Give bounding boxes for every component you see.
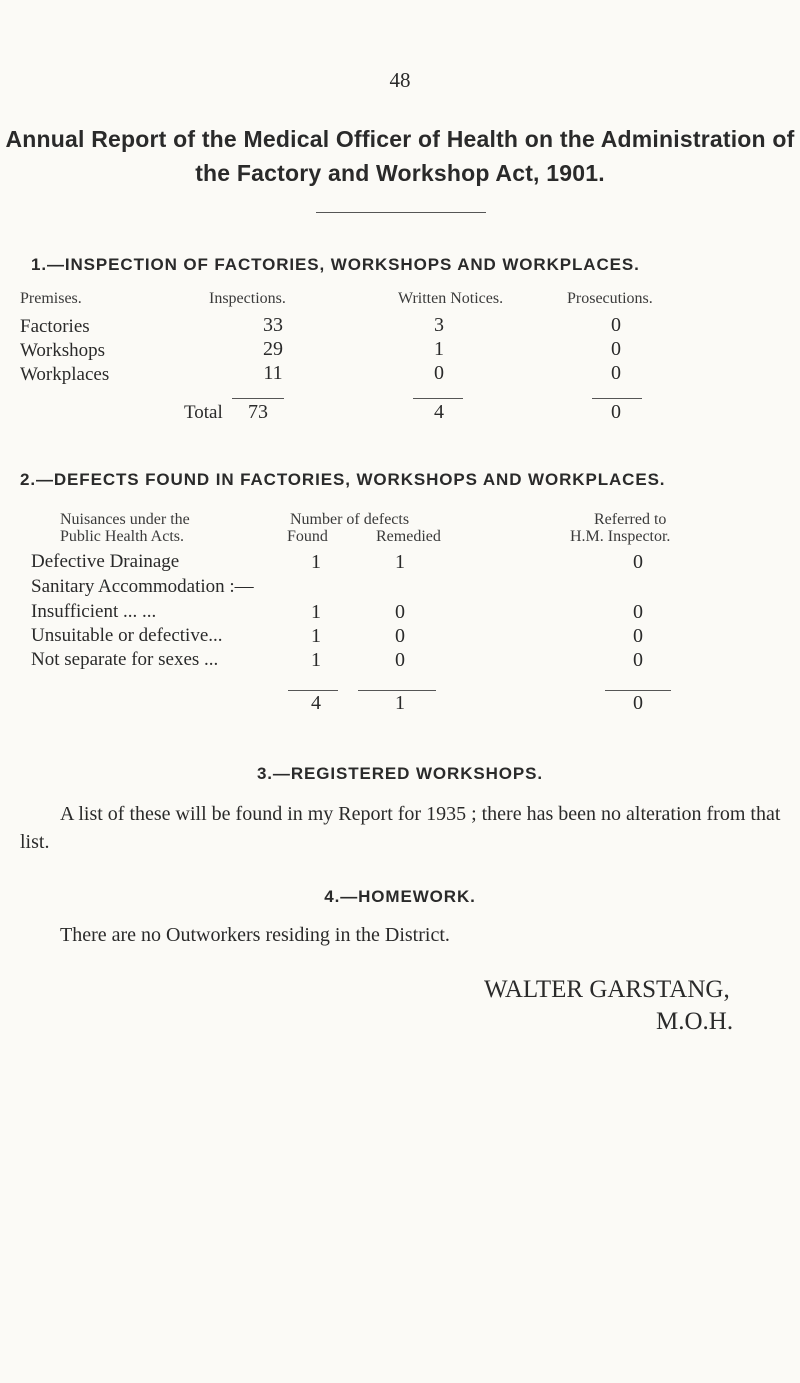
- row-inspections: 33: [263, 314, 283, 336]
- row-premises: Factories: [20, 316, 90, 337]
- section-2-title: 2.—DEFECTS FOUND IN FACTORIES, WORKSHOPS AND WORKPLACES.: [20, 470, 666, 489]
- total-rule: [358, 690, 436, 691]
- row-premises: Workshops: [20, 340, 106, 361]
- total-inspections: 73: [248, 401, 268, 423]
- section-1-title: 1.—INSPECTION OF FACTORIES, WORKSHOPS AND WORKPLACES.: [31, 255, 640, 274]
- row-prosecutions: 0: [611, 362, 621, 384]
- total-prosecutions: 0: [611, 401, 621, 423]
- row-remedied: 0: [395, 625, 405, 647]
- row-label: Defective Drainage: [31, 551, 180, 572]
- row-referred: 0: [633, 649, 643, 671]
- row-label: Sanitary Accommodation :—: [31, 576, 254, 597]
- section-4-text: There are no Outworkers residing in the District.: [60, 924, 450, 946]
- report-title-line-2: the Factory and Workshop Act, 1901.: [195, 160, 605, 186]
- header-referred-to: Referred to: [594, 511, 667, 528]
- total-found: 4: [311, 692, 321, 714]
- row-referred: 0: [633, 625, 643, 647]
- row-prosecutions: 0: [611, 338, 621, 360]
- row-notices: 1: [434, 338, 444, 360]
- section-3-text: A list of these will be found in my Report for 1935 ; there has been no alteration from that list.: [20, 803, 781, 853]
- total-rule: [605, 690, 671, 691]
- total-remedied: 1: [395, 692, 405, 714]
- title-divider: [316, 212, 486, 213]
- row-found: 1: [311, 625, 321, 647]
- header-written-notices: Written Notices.: [398, 290, 504, 307]
- row-label: Not separate for sexes ...: [31, 649, 219, 670]
- header-found: Found: [287, 528, 328, 545]
- total-notices: 4: [434, 401, 444, 423]
- row-prosecutions: 0: [611, 314, 621, 336]
- row-remedied: 0: [395, 601, 405, 623]
- row-remedied: 1: [395, 551, 405, 573]
- row-notices: 0: [434, 362, 444, 384]
- total-label: Total: [184, 402, 223, 423]
- total-rule: [592, 398, 642, 399]
- row-label: Insufficient ... ...: [31, 601, 157, 622]
- section-4-title: 4.—HOMEWORK.: [324, 887, 476, 906]
- row-label: Unsuitable or defective...: [31, 625, 223, 646]
- report-title-line-1: Annual Report of the Medical Officer of Health on the Administration of: [5, 126, 795, 152]
- signature-name: WALTER GARSTANG,: [484, 976, 730, 1003]
- total-rule: [288, 690, 338, 691]
- header-hm-inspector: H.M. Inspector.: [570, 528, 671, 545]
- header-premises: Premises.: [20, 290, 82, 307]
- row-inspections: 11: [263, 362, 283, 384]
- row-premises: Workplaces: [20, 364, 110, 385]
- signature-title: M.O.H.: [656, 1008, 734, 1035]
- row-referred: 0: [633, 551, 643, 573]
- header-nuisances: Nuisances under the: [60, 511, 190, 528]
- header-remedied: Remedied: [376, 528, 441, 545]
- row-inspections: 29: [263, 338, 283, 360]
- section-3-title: 3.—REGISTERED WORKSHOPS.: [256, 764, 544, 783]
- total-referred: 0: [633, 692, 643, 714]
- header-prosecutions: Prosecutions.: [567, 290, 653, 307]
- header-inspections: Inspections.: [209, 290, 286, 307]
- row-found: 1: [311, 551, 321, 573]
- row-found: 1: [311, 601, 321, 623]
- total-rule: [232, 398, 284, 399]
- row-notices: 3: [434, 314, 444, 336]
- row-remedied: 0: [395, 649, 405, 671]
- row-found: 1: [311, 649, 321, 671]
- header-number-of-defects: Number of defects: [290, 511, 410, 528]
- header-public-health-acts: Public Health Acts.: [60, 528, 184, 545]
- row-referred: 0: [633, 601, 643, 623]
- total-rule: [413, 398, 463, 399]
- page-number: 48: [389, 68, 411, 92]
